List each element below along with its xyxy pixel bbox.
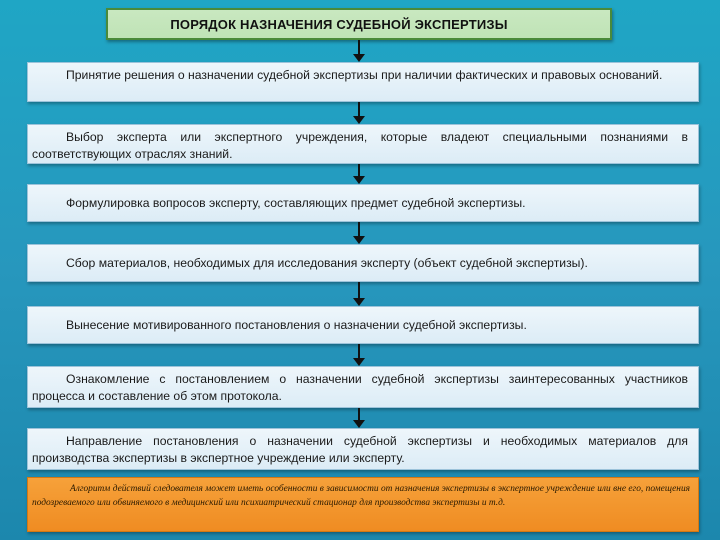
- flow-arrow: [356, 40, 362, 62]
- step-text-4: Сбор материалов, необходимых для исследования эксперту (объект судебной экспертизы).: [66, 255, 588, 270]
- flow-arrow: [356, 282, 362, 306]
- step-box-6: [27, 366, 699, 408]
- flow-arrow: [356, 408, 362, 428]
- step-text-5: Вынесение мотивированного постановления о назначении судебной экспертизы.: [66, 317, 527, 332]
- flow-arrow: [356, 164, 362, 184]
- title-box: [106, 8, 612, 40]
- step-box-1: [27, 62, 699, 102]
- step-text-7: Направление постановления о назначении судебной экспертизы и необходимых материалов для производства экспертизы в экспертное учреждение или эксперту.: [32, 434, 688, 465]
- step-text-2: Выбор эксперта или экспертного учреждения, которые владеют специальными познаниями в соответствующих отраслях знаний.: [32, 130, 688, 161]
- step-text-3: Формулировка вопросов эксперту, составляющих предмет судебной экспертизы.: [66, 195, 526, 210]
- flow-arrow: [356, 344, 362, 366]
- step-box-7: [27, 428, 699, 470]
- step-box-4: [27, 244, 699, 282]
- step-text-1: Принятие решения о назначении судебной экспертизы при наличии фактических и правовых оснований.: [66, 68, 663, 82]
- note-text: Алгоритм действий следователя может иметь особенности в зависимости от назначения экспертизы в экспертное учреждение или вне его, помещения подозреваемого или обвиняемого в медицинский или психиатрический стационар для производства экспертизы и т.д.: [32, 484, 690, 508]
- flowchart-title: ПОРЯДОК НАЗНАЧЕНИЯ СУДЕБНОЙ ЭКСПЕРТИЗЫ: [170, 16, 508, 32]
- flow-arrow: [356, 222, 362, 244]
- step-box-5: [27, 306, 699, 344]
- step-box-3: [27, 184, 699, 222]
- flow-arrow: [356, 102, 362, 124]
- step-text-6: Ознакомление с постановлением о назначении судебной экспертизы заинтересованных участников процесса и составление об этом протокола.: [32, 372, 688, 403]
- step-box-2: [27, 124, 699, 164]
- note-box: [27, 477, 699, 532]
